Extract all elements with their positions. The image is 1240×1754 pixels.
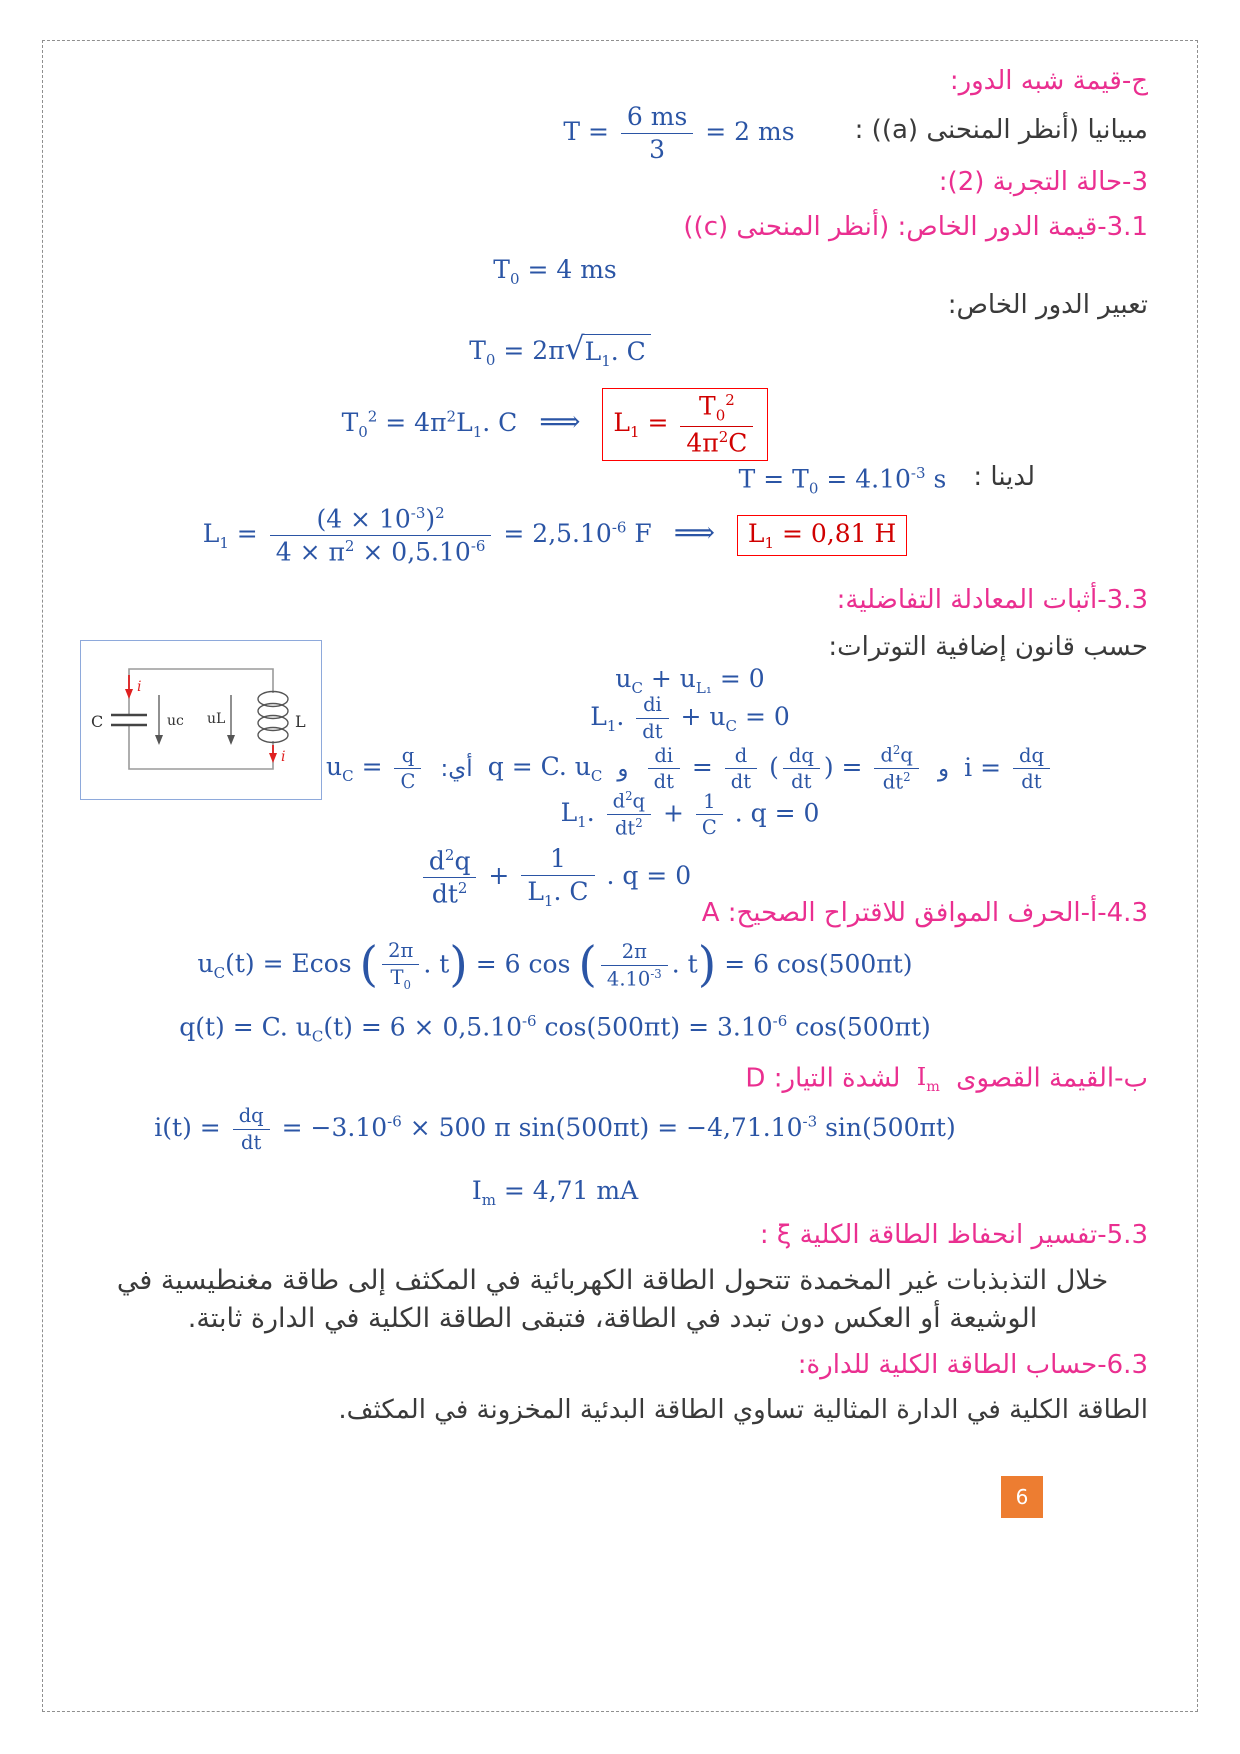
equation-given-T: $T = T_0 = 4.10^{-3}$ s	[738, 463, 947, 498]
given-label: لدينا :	[973, 462, 1035, 492]
voltage-law-label: حسب قانون إضافية التوترات:	[828, 632, 1148, 662]
equation-T0-value: $T_0 = 4$ ms	[493, 255, 617, 288]
ie-connector: أي:	[440, 755, 473, 782]
eq-T0-squared	[342, 388, 769, 461]
equation-T0-formula	[0, 331, 1120, 370]
and-connector: و	[937, 755, 950, 782]
eq-mid: . t	[671, 949, 698, 979]
fraction: $\frac{1}{L_1. C}$	[521, 845, 594, 910]
page-number-badge: 6	[1001, 1476, 1043, 1518]
eq-it	[154, 1105, 955, 1154]
heading-max-current	[745, 1063, 1148, 1095]
inductor-label: L	[295, 712, 306, 731]
energy-conservation-paragraph: خلال التذبذبات غير المخمدة تتحول الطاقة الكهربائية في المكثف إلى طاقة مغنطيسية في الوشيعة أو العكس دون تبدد في الطاقة، فتبقى الطاقة الكلية في الدارة ثابتة.	[116, 1265, 1109, 1335]
fraction: $\frac{T_0^2}{4\pi^2C}$	[680, 392, 753, 457]
equation-Im: $I_m = 4,71$ mA	[471, 1176, 639, 1209]
eq-rhs: = 2 ms	[705, 117, 795, 146]
plus: +	[662, 798, 684, 828]
definitions-line	[140, 744, 1240, 794]
equals: =	[841, 752, 863, 782]
eq-mid: . t	[423, 949, 450, 979]
eq-rhs: . q = 0	[606, 860, 692, 890]
equation-L1-calculation	[0, 505, 1110, 567]
fraction: $\frac{(4 \times 10^{-3})^2}{4 \times \pi^2 \times 0,5.10^{-6}}$	[270, 505, 492, 567]
equation-qt: q(t) = C. $u_C(t) = 6 \times 0,5.10^{-6}$ $\cos(500\pi t) = 3.10^{-6}$ cos(500πt)	[179, 1012, 931, 1046]
eq-L1-calc	[203, 505, 908, 567]
equation-it	[0, 1105, 1110, 1154]
eq-lhs: i =	[964, 752, 1002, 782]
eq-ode1	[561, 790, 820, 840]
fraction: $\frac{d}{dt}$	[725, 745, 757, 794]
heading-correct-letter: 4.3-أ-الحرف الموافق للاقتراح الصحيح: A	[701, 898, 1148, 928]
heading-proper-period-value: 3.1-قيمة الدور الخاص: (أنظر المنحنى (c))	[683, 212, 1148, 242]
fraction: $\frac{2\pi}{4.10^{-3}}$	[601, 941, 668, 990]
eq-q-definition: q = C. $u_C$	[487, 752, 603, 786]
pseudo-period-line	[563, 103, 1148, 164]
fraction: $\frac{dq}{dt}$	[233, 1105, 270, 1154]
paren-close: )	[697, 937, 717, 993]
heading-pre: ب-القيمة القصوى	[956, 1063, 1148, 1094]
paren-open: (	[359, 937, 379, 993]
current-label-bottom: i	[281, 749, 286, 765]
eq-lhs: $T_0^2 = 4\pi^2L_1$. C	[341, 407, 518, 442]
boxed-L1-formula	[602, 388, 768, 461]
fraction: $\frac{di}{dt}$	[648, 745, 680, 794]
eq-lhs: i(t) =	[154, 1112, 221, 1142]
heading-energy-conservation: 5.3-تفسير انحفاظ الطاقة الكلية ξ :	[759, 1220, 1148, 1250]
fraction: $\frac{d^2q}{dt^2}$	[607, 790, 651, 840]
total-energy-text: الطاقة الكلية في الدارة المثالية تساوي الطاقة البدئية المخزونة في المكثف.	[338, 1395, 1148, 1425]
eq-rhs: = 6 cos(500πt)	[724, 949, 913, 979]
eq-rhs: + $u_C = 0$	[680, 701, 790, 735]
square-root: √ $L_1$. C	[565, 334, 651, 370]
eq-i-definition	[964, 745, 1054, 794]
current-arrowhead-top	[125, 689, 133, 699]
eq-lhs: $L_1$.	[590, 701, 625, 735]
heading-Im-symbol: $I_m$	[916, 1063, 940, 1095]
fraction: $\frac{d^2q}{dt^2}$	[874, 744, 918, 794]
equation-uct	[0, 937, 1110, 993]
eq-lhs: T =	[563, 117, 609, 146]
eq-rhs: = $-3.10^{-6} \times 500$ π $\sin(500\pi t) = -4,71.10^{-3}$ sin(500πt)	[281, 1112, 956, 1142]
plus: +	[488, 860, 510, 890]
fraction: $\frac{2\pi}{T_0}$	[382, 940, 419, 992]
implies-arrow: ⟹	[673, 515, 715, 550]
fraction: $\frac{dq}{dt}$	[1013, 745, 1050, 794]
given-period-line	[739, 462, 1035, 497]
equation-ode1	[140, 790, 1240, 840]
eq-T0-formula	[469, 331, 651, 370]
paren-close: )	[823, 752, 834, 782]
equation-pseudo-period	[563, 103, 794, 164]
equation-L1-didt	[140, 694, 1240, 743]
fraction: $\frac{q}{C}$	[394, 745, 421, 794]
paren-open: (	[578, 937, 597, 993]
equation-kvl: $u_C + u_{L_1} = 0$	[615, 664, 765, 697]
proper-period-expression-label: تعبير الدور الخاص:	[947, 290, 1148, 320]
implies-arrow: ⟹	[539, 404, 581, 439]
heading-post: لشدة التيار: D	[745, 1063, 901, 1094]
eq-lhs: $u_C(t) = Ecos$	[197, 949, 352, 983]
fraction: $\frac{6 ms}{3}$	[621, 103, 693, 164]
paren-close: )	[449, 937, 468, 993]
paren-open: (	[769, 752, 779, 782]
heading-experiment-case: 3-حالة التجربة (2):	[938, 167, 1148, 197]
graph-method-label: مبيانيا (أنظر المنحنى (a)) :	[854, 115, 1148, 145]
eq-uc-definition	[326, 745, 425, 794]
equals: =	[691, 752, 713, 782]
heading-total-energy: 6.3-حساب الطاقة الكلية للدارة:	[797, 1350, 1148, 1380]
current-label-top: i	[137, 679, 142, 695]
eq-lhs: $L_1$.	[560, 798, 595, 832]
eq-uct	[197, 937, 913, 993]
fraction: $\frac{d^2q}{dt^2}$	[423, 847, 477, 909]
heading-pseudo-period: ج-قيمة شبه الدور:	[949, 66, 1148, 96]
eq-lhs: $L_1$ =	[202, 519, 258, 553]
eq-rhs: . q = 0	[734, 798, 820, 828]
equals: = 6 cos	[475, 949, 571, 979]
eq-lhs: $u_C$ =	[326, 752, 383, 786]
and-connector: و	[617, 755, 629, 782]
eq-pre: $T_0 = 2\pi$	[469, 335, 565, 369]
fraction: $\frac{1}{C}$	[696, 791, 723, 840]
eq-didt-chain	[644, 744, 923, 794]
equation-T0-squared	[0, 388, 1110, 461]
eq-L1-didt	[590, 694, 790, 743]
eq-mid: = $2,5.10^{-6}$ F	[503, 519, 652, 549]
box-lhs: $L_1$ =	[613, 408, 669, 442]
fraction: $\frac{dq}{dt}$	[783, 745, 820, 794]
eq-ode2	[419, 845, 691, 910]
boxed-L1-result: $L_1 = 0,81$ H	[737, 515, 907, 556]
uc-label: uc	[167, 713, 184, 729]
heading-differential-equation: 3.3-أثبات المعادلة التفاضلية:	[836, 585, 1148, 615]
fraction: $\frac{di}{dt}$	[636, 694, 668, 743]
ul-label: uL	[207, 711, 226, 727]
capacitor-label: C	[91, 712, 104, 731]
